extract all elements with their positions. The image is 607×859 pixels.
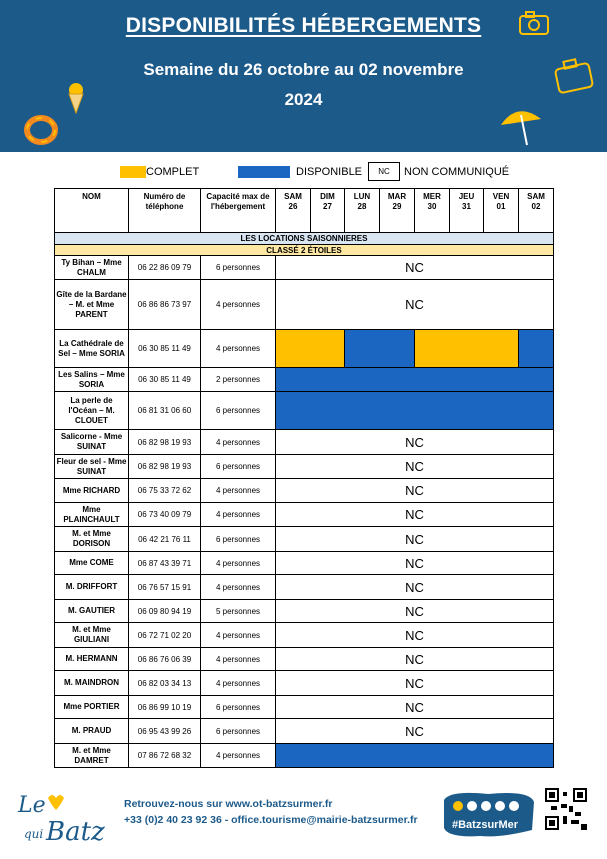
legend [0,162,607,184]
table-row [55,648,554,671]
accommodation-name: M. PRAUD [55,719,129,744]
status-nc-cell: NC [276,479,554,503]
status-disponible-cell [276,368,554,392]
swim-ring-icon [24,114,58,146]
footer-hashtag: #BatzsurMer [452,819,519,831]
accommodation-name: Gîte de la Bardane – M. et Mme PARENT [55,280,129,330]
table-row [55,671,554,696]
accommodation-name: M. et Mme DAMRET [55,744,129,768]
phone-number: 06 76 57 15 91 [129,575,201,600]
table-row [55,552,554,575]
phone-number: 06 75 33 72 62 [129,479,201,503]
capacity: 4 personnes [201,648,276,671]
availability-table [54,188,554,768]
status-disponible-cell [519,330,554,368]
table-row [55,430,554,455]
header-day: VEN 01 [484,189,519,233]
accommodation-name: La perle de l'Océan – M. CLOUET [55,392,129,430]
header-tel: Numéro de téléphone [129,189,201,233]
status-nc-cell: NC [276,696,554,719]
phone-number: 06 72 71 02 20 [129,623,201,648]
table-row [55,600,554,623]
table-row [55,623,554,648]
footer-website: Retrouvez-nous sur www.ot-batzsurmer.fr [124,798,333,810]
table-row [55,479,554,503]
status-nc-cell: NC [276,455,554,479]
table-row [55,280,554,330]
phone-number: 06 30 85 11 49 [129,368,201,392]
legend-disponible-swatch [238,166,290,178]
phone-number: 06 86 76 06 39 [129,648,201,671]
status-nc-cell: NC [276,575,554,600]
qr-code[interactable] [545,788,587,830]
capacity: 4 personnes [201,330,276,368]
year-subtitle: 2024 [284,90,323,109]
capacity: 6 personnes [201,719,276,744]
status-nc-cell: NC [276,256,554,280]
header-day: JEU 31 [450,189,484,233]
table-row [55,455,554,479]
phone-number: 06 87 43 39 71 [129,552,201,575]
svg-text:qui: qui [24,827,44,841]
status-nc-cell: NC [276,280,554,330]
table-row [55,575,554,600]
legend-nc-box: NC [368,162,400,181]
accommodation-name: Fleur de sel - Mme SUINAT [55,455,129,479]
table-row [55,368,554,392]
footer-contact: +33 (0)2 40 23 92 36 - office.tourisme@mairie-batzsurmer.fr [124,814,418,826]
status-nc-cell: NC [276,552,554,575]
status-nc-cell: NC [276,671,554,696]
accommodation-name: M. GAUTIER [55,600,129,623]
accommodation-name: Ty Bihan – Mme CHALM [55,256,129,280]
header-day: SAM 02 [519,189,554,233]
category-title: CLASSÉ 2 ÉTOILES [55,245,554,256]
capacity: 4 personnes [201,552,276,575]
phone-number: 06 30 85 11 49 [129,330,201,368]
status-nc-cell: NC [276,623,554,648]
legend-complet-label: COMPLET [146,166,200,178]
phone-number: 06 73 40 09 79 [129,503,201,527]
legend-disponible-label: DISPONIBLE [296,166,363,178]
status-nc-cell: NC [276,648,554,671]
accommodation-name: Les Salins – Mme SORIA [55,368,129,392]
table-row [55,744,554,768]
capacity: 6 personnes [201,696,276,719]
phone-number: 06 86 86 73 97 [129,280,201,330]
capacity: 4 personnes [201,671,276,696]
phone-number: 06 86 99 10 19 [129,696,201,719]
status-complet-cell [276,330,345,368]
header-day: SAM 26 [276,189,311,233]
accommodation-name: M. et Mme DORISON [55,527,129,552]
batz-logo [14,786,114,846]
accommodation-name: Mme RICHARD [55,479,129,503]
table-header-row [55,189,554,233]
week-subtitle: Semaine du 26 octobre au 02 novembre [143,60,464,79]
status-nc-cell: NC [276,503,554,527]
accommodation-name: Mme PORTIER [55,696,129,719]
header-day: MER 30 [415,189,450,233]
footer [0,778,607,859]
category-row [55,245,554,256]
capacity: 4 personnes [201,479,276,503]
header-day: LUN 28 [345,189,380,233]
section-row [55,233,554,245]
legend-complet-swatch [120,166,146,178]
header-day: DIM 27 [311,189,345,233]
capacity: 4 personnes [201,575,276,600]
header-nom: NOM [55,189,129,233]
svg-text:Batz: Batz [46,817,105,846]
phone-number: 07 86 72 68 32 [129,744,201,768]
accommodation-name: M. HERMANN [55,648,129,671]
accommodation-name: Salicorne - Mme SUINAT [55,430,129,455]
phone-number: 06 95 43 99 26 [129,719,201,744]
status-nc-cell: NC [276,527,554,552]
accommodation-name: M. DRIFFORT [55,575,129,600]
capacity: 5 personnes [201,600,276,623]
table-row [55,256,554,280]
legend-non-communique-label: NON COMMUNIQUÉ [404,166,510,178]
phone-number: 06 82 98 19 93 [129,455,201,479]
header-day: MAR 29 [380,189,415,233]
capacity: 6 personnes [201,455,276,479]
capacity: 6 personnes [201,256,276,280]
status-nc-cell: NC [276,600,554,623]
table-row [55,696,554,719]
table-row [55,503,554,527]
capacity: 6 personnes [201,527,276,552]
social-icons [440,790,536,840]
status-disponible-cell [345,330,415,368]
header-capacite: Capacité max de l'hébergement [201,189,276,233]
table-row [55,527,554,552]
capacity: 4 personnes [201,503,276,527]
status-nc-cell: NC [276,719,554,744]
capacity: 6 personnes [201,392,276,430]
phone-number: 06 82 03 34 13 [129,671,201,696]
table-row [55,392,554,430]
accommodation-name: La Cathédrale de Sel – Mme SORIA [55,330,129,368]
phone-number: 06 42 21 76 11 [129,527,201,552]
section-title: LES LOCATIONS SAISONNIERES [55,233,554,245]
accommodation-name: M. MAINDRON [55,671,129,696]
status-nc-cell: NC [276,430,554,455]
table-row [55,330,554,368]
beach-umbrella-icon [497,105,545,147]
status-complet-cell [415,330,519,368]
status-disponible-cell [276,392,554,430]
status-disponible-cell [276,744,554,768]
header-banner [0,0,607,152]
capacity: 2 personnes [201,368,276,392]
table-row [55,719,554,744]
accommodation-name: Mme COME [55,552,129,575]
page-title: DISPONIBILITÉS HÉBERGEMENTS [125,14,482,37]
phone-number: 06 09 80 94 19 [129,600,201,623]
capacity: 4 personnes [201,623,276,648]
accommodation-name: M. et Mme GIULIANI [55,623,129,648]
phone-number: 06 22 86 09 79 [129,256,201,280]
phone-number: 06 82 98 19 93 [129,430,201,455]
svg-text:Le: Le [18,793,46,818]
capacity: 4 personnes [201,430,276,455]
accommodation-name: Mme PLAINCHAULT [55,503,129,527]
capacity: 4 personnes [201,744,276,768]
phone-number: 06 81 31 06 60 [129,392,201,430]
capacity: 4 personnes [201,280,276,330]
